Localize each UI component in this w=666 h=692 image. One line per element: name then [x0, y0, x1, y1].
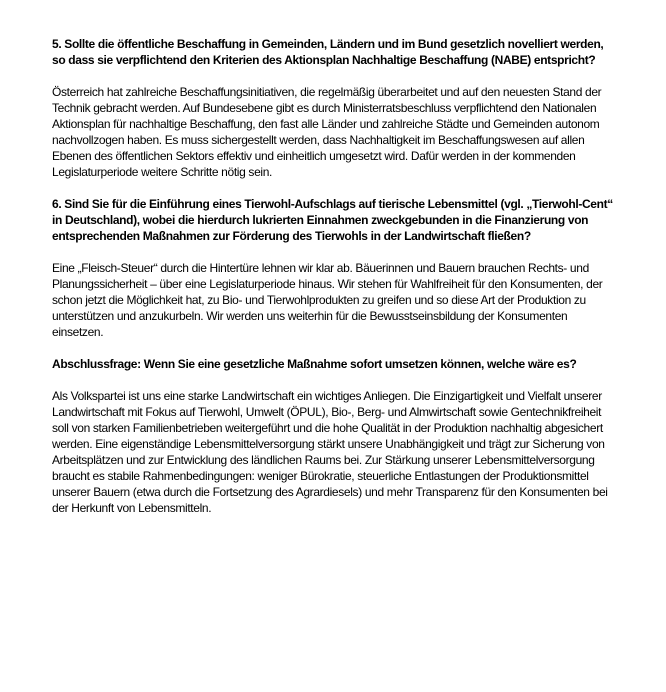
final-question: Abschlussfrage: Wenn Sie eine gesetzliche Maßnahme sofort umsetzen können, welche wäre es? [52, 357, 577, 371]
answer-6: Eine „Fleisch-Steuer“ durch die Hintertüre lehnen wir klar ab. Bäuerinnen und Bauern brauchen Rechts- und Planungssicherheit – über eine Legislaturperiode hinaus. Wir stehen für Wahlfreiheit für den Konsumenten, der schon jetzt die Möglichkeit hat, zu Bio- und Tierwohlprodukten zu greifen und so diese Art der Produktion zu unterstützen und anzukurbeln. Wir werden uns weiterhin für die Bewusstseinsbildung der Konsumenten einsetzen. [52, 261, 603, 339]
question-6: 6. Sind Sie für die Einführung eines Tierwohl-Aufschlags auf tierische Lebensmittel (vgl. „Tierwohl-Cent“ in Deutschland), wobei die hierdurch lukrierten Einnahmen zweckgebunden in die Finanzierung von entsprechenden Maßnahmen zur Förderung des Tierwohls in der Landwirtschaft fließen? [52, 197, 613, 243]
question-5: 5. Sollte die öffentliche Beschaffung in Gemeinden, Ländern und im Bund gesetzlich novelliert werden, so dass sie verpflichtend den Kriterien des Aktionsplan Nachhaltige Beschaffung (NABE) entspricht? [52, 37, 604, 67]
answer-5: Österreich hat zahlreiche Beschaffungsinitiativen, die regelmäßig überarbeitet und auf den neuesten Stand der Technik gebracht werden. Auf Bundesebene gibt es durch Ministerratsbeschluss verpflichtend den Nationalen Aktionsplan für nachhaltige Beschaffung, den fast alle Länder und zahlreiche Städte und Gemeinden autonom nachvollzogen haben. Es muss sichergestellt werden, dass Nachhaltigkeit im Beschaffungswesen auf allen Ebenen des öffentlichen Sektors effektiv und einheitlich umgesetzt wird. Dafür werden in der kommenden Legislaturperiode weitere Schritte nötig sein. [52, 85, 602, 179]
final-answer: Als Volkspartei ist uns eine starke Landwirtschaft ein wichtiges Anliegen. Die Einzigartigkeit und Vielfalt unserer Landwirtschaft mit Fokus auf Tierwohl, Umwelt (ÖPUL), Bio-, Berg- und Almwirtschaft sowie Gentechnikfreiheit soll von starken Familienbetrieben weitergeführt und die hohe Qualität in der Produktion nachhaltig abgesichert werden. Eine eigenständige Lebensmittelversorgung stärkt unsere Unabhängigkeit und trägt zur Sicherung von Arbeitsplätzen und zur Entwicklung des ländlichen Raums bei. Zur Stärkung unserer Lebensmittelversorgung braucht es stabile Rahmenbedingungen: weniger Bürokratie, steuerliche Entlastungen der Produktionsmittel unserer Bauern (etwa durch die Fortsetzung des Agrardiesels) und mehr Transparenz für den Konsumenten bei der Herkunft von Lebensmitteln. [52, 389, 608, 515]
